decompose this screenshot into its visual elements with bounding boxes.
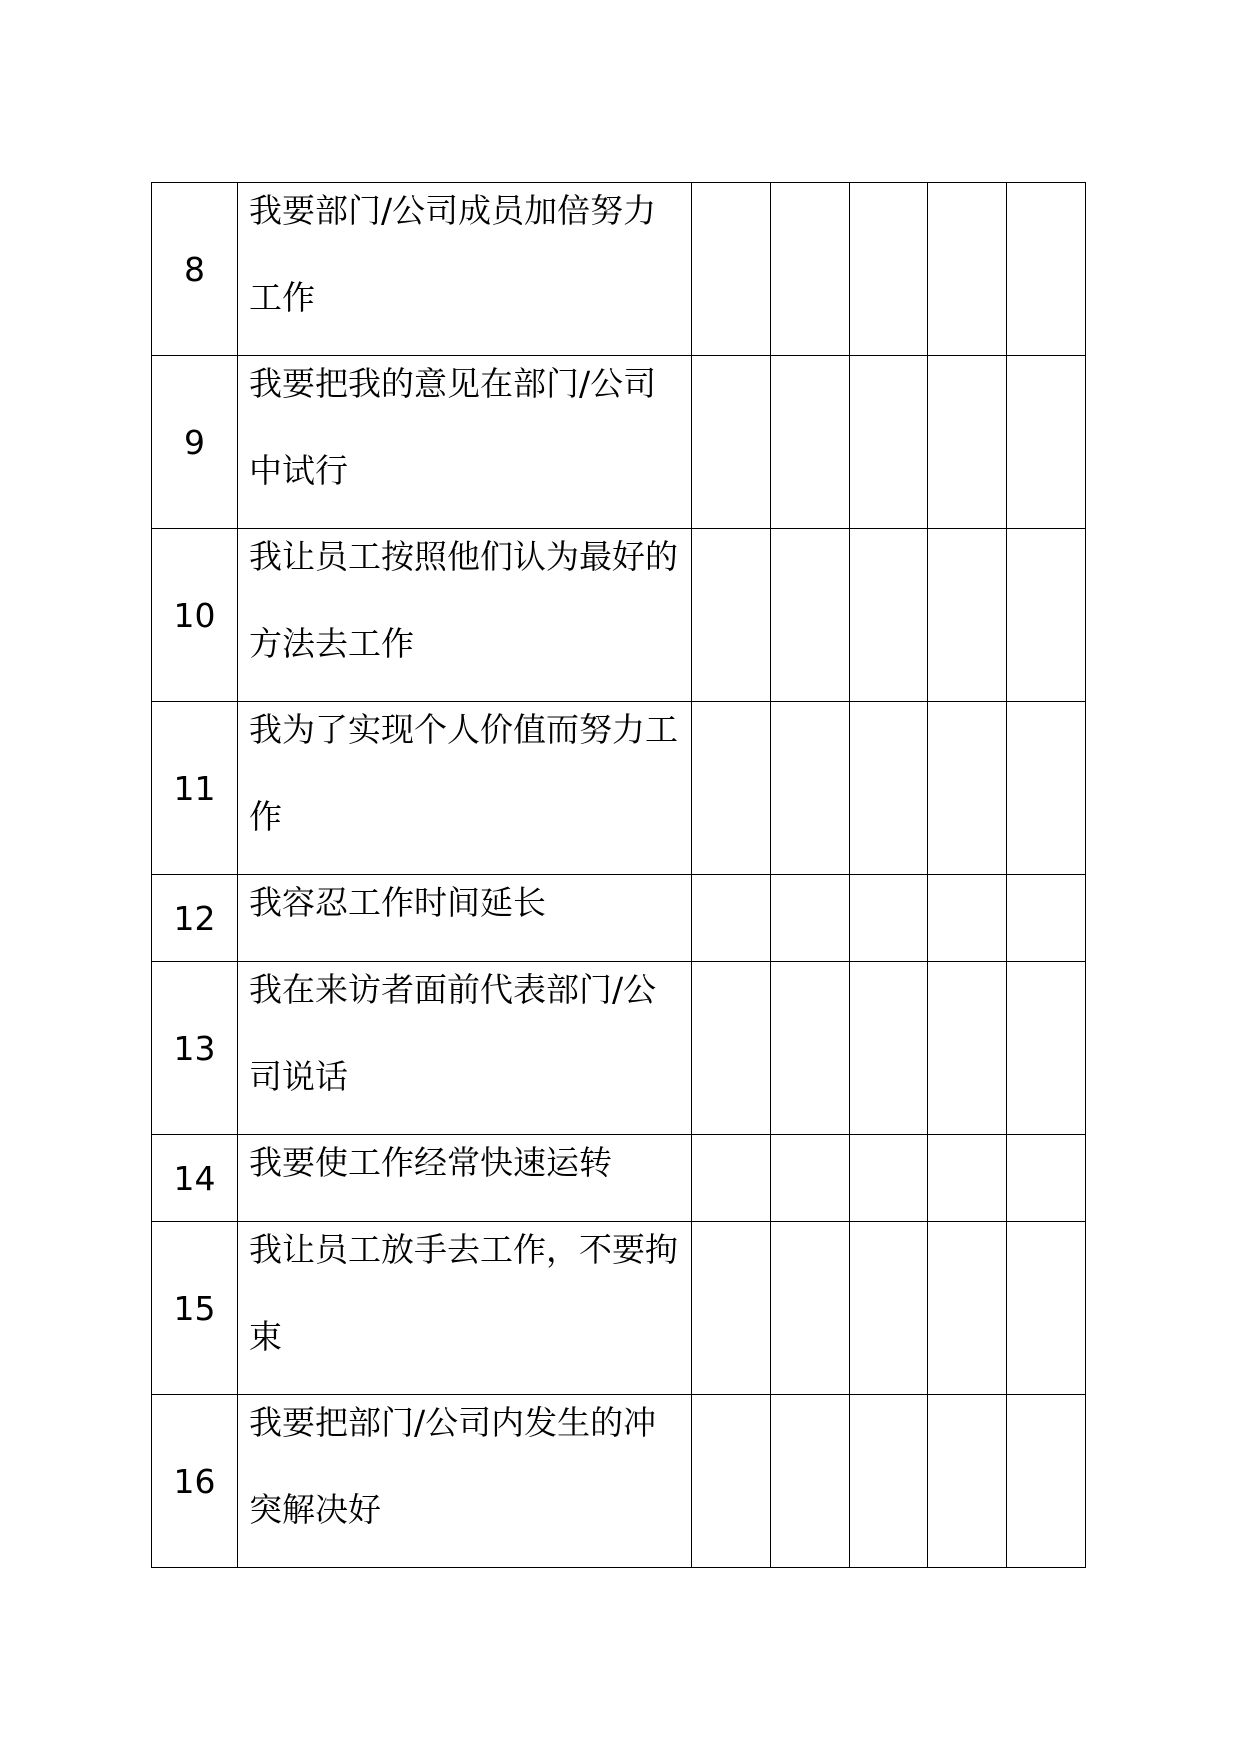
item-number: 11 [152, 702, 238, 875]
rating-cell-4[interactable] [928, 962, 1007, 1135]
rating-cell-3[interactable] [849, 1395, 928, 1568]
questionnaire-table [151, 182, 1086, 1568]
item-number: 10 [152, 529, 238, 702]
rating-cell-5[interactable] [1007, 356, 1086, 529]
rating-cell-3[interactable] [849, 529, 928, 702]
rating-cell-5[interactable] [1007, 183, 1086, 356]
rating-cell-2[interactable] [770, 356, 849, 529]
rating-cell-1[interactable] [692, 1395, 771, 1568]
rating-cell-4[interactable] [928, 356, 1007, 529]
rating-cell-2[interactable] [770, 183, 849, 356]
rating-cell-5[interactable] [1007, 962, 1086, 1135]
rating-cell-4[interactable] [928, 702, 1007, 875]
rating-cell-2[interactable] [770, 702, 849, 875]
table-row [152, 1222, 1086, 1395]
item-statement: 我让员工放手去工作，不要拘束 [249, 1230, 678, 1356]
item-statement: 我要把部门/公司内发生的冲突解决好 [249, 1403, 657, 1529]
table-row [152, 1395, 1086, 1568]
item-statement-cell [238, 1222, 692, 1395]
rating-cell-2[interactable] [770, 1135, 849, 1222]
rating-cell-2[interactable] [770, 875, 849, 962]
rating-cell-2[interactable] [770, 962, 849, 1135]
rating-cell-3[interactable] [849, 1222, 928, 1395]
item-statement: 我容忍工作时间延长 [249, 883, 546, 922]
item-statement-cell [238, 702, 692, 875]
item-statement: 我要部门/公司成员加倍努力工作 [249, 191, 657, 317]
rating-cell-3[interactable] [849, 875, 928, 962]
rating-cell-3[interactable] [849, 702, 928, 875]
item-statement: 我要把我的意见在部门/公司中试行 [249, 364, 657, 490]
table-row [152, 529, 1086, 702]
rating-cell-3[interactable] [849, 962, 928, 1135]
rating-cell-5[interactable] [1007, 1135, 1086, 1222]
rating-cell-5[interactable] [1007, 702, 1086, 875]
item-statement: 我让员工按照他们认为最好的方法去工作 [249, 537, 678, 663]
table-row [152, 962, 1086, 1135]
item-number: 13 [152, 962, 238, 1135]
table-row [152, 702, 1086, 875]
rating-cell-3[interactable] [849, 183, 928, 356]
rating-cell-1[interactable] [692, 962, 771, 1135]
rating-cell-5[interactable] [1007, 529, 1086, 702]
item-number: 8 [152, 183, 238, 356]
rating-cell-1[interactable] [692, 702, 771, 875]
rating-cell-4[interactable] [928, 183, 1007, 356]
item-statement: 我要使工作经常快速运转 [249, 1143, 612, 1182]
item-number: 9 [152, 356, 238, 529]
rating-cell-2[interactable] [770, 1395, 849, 1568]
item-number: 15 [152, 1222, 238, 1395]
rating-cell-1[interactable] [692, 1222, 771, 1395]
rating-cell-4[interactable] [928, 1135, 1007, 1222]
item-statement-cell [238, 529, 692, 702]
rating-cell-2[interactable] [770, 1222, 849, 1395]
rating-cell-4[interactable] [928, 1395, 1007, 1568]
item-statement-cell [238, 1395, 692, 1568]
rating-cell-2[interactable] [770, 529, 849, 702]
rating-cell-5[interactable] [1007, 875, 1086, 962]
item-statement: 我在来访者面前代表部门/公司说话 [249, 970, 657, 1096]
rating-cell-1[interactable] [692, 356, 771, 529]
table-row [152, 183, 1086, 356]
rating-cell-1[interactable] [692, 183, 771, 356]
rating-cell-1[interactable] [692, 1135, 771, 1222]
item-statement-cell [238, 962, 692, 1135]
table-row [152, 356, 1086, 529]
rating-cell-4[interactable] [928, 529, 1007, 702]
questionnaire-body [152, 183, 1086, 1568]
item-statement: 我为了实现个人价值而努力工作 [249, 710, 678, 836]
rating-cell-1[interactable] [692, 875, 771, 962]
item-statement-cell [238, 183, 692, 356]
rating-cell-5[interactable] [1007, 1395, 1086, 1568]
item-number: 14 [152, 1135, 238, 1222]
item-number: 16 [152, 1395, 238, 1568]
item-number: 12 [152, 875, 238, 962]
rating-cell-4[interactable] [928, 1222, 1007, 1395]
item-statement-cell [238, 356, 692, 529]
rating-cell-5[interactable] [1007, 1222, 1086, 1395]
rating-cell-1[interactable] [692, 529, 771, 702]
rating-cell-4[interactable] [928, 875, 1007, 962]
rating-cell-3[interactable] [849, 1135, 928, 1222]
rating-cell-3[interactable] [849, 356, 928, 529]
